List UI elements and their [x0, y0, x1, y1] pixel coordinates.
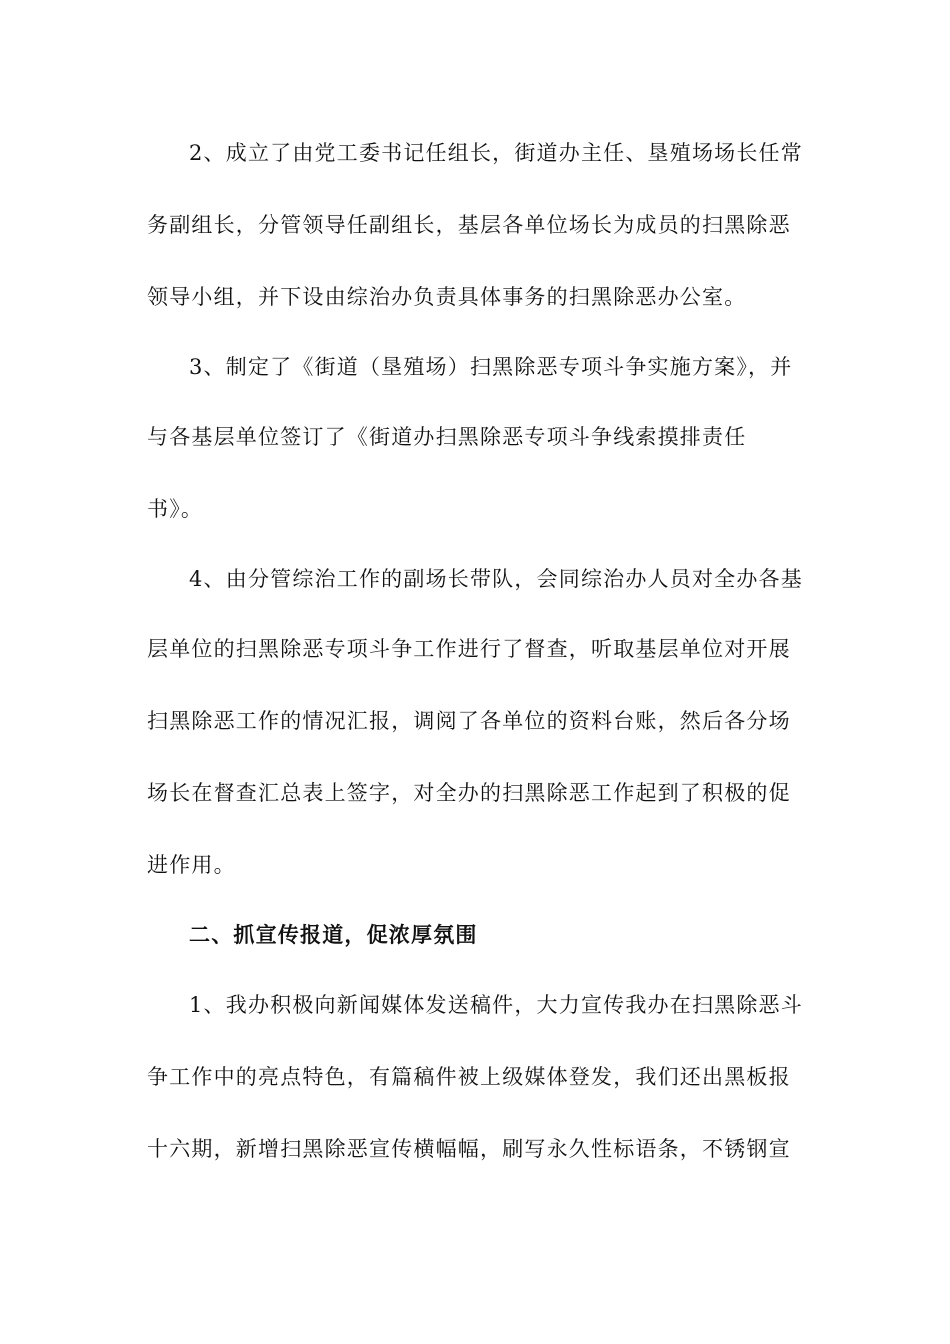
paragraph-3-line-1: 3、制定了《街道（垦殖场）扫黑除恶专项斗争实施方案》，并: [189, 355, 793, 379]
paragraph-2-line-2: 务副组长，分管领导任副组长，基层各单位场长为成员的扫黑除恶: [147, 213, 791, 237]
section-paragraph-1-line-1: 1、我办积极向新闻媒体发送稿件，大力宣传我办在扫黑除恶斗: [189, 993, 803, 1017]
paragraph-3-line-3: 书》。: [147, 497, 204, 521]
paragraph-4-line-5: 进作用。: [147, 853, 236, 877]
paragraph-4-line-4: 场长在督查汇总表上签字，对全办的扫黑除恶工作起到了积极的促: [147, 781, 791, 805]
paragraph-4-line-1: 4、由分管综治工作的副场长带队，会同综治办人员对全办各基: [189, 567, 803, 591]
paragraph-4-line-3: 扫黑除恶工作的情况汇报，调阅了各单位的资料台账，然后各分场: [147, 709, 791, 733]
paragraph-2-line-3: 领导小组，并下设由综治办负责具体事务的扫黑除恶办公室。: [147, 285, 747, 309]
paragraph-4-line-2: 层单位的扫黑除恶专项斗争工作进行了督查，听取基层单位对开展: [147, 637, 791, 661]
section-paragraph-1-line-3: 十六期，新增扫黑除恶宣传横幅幅，刷写永久性标语条，不锈钢宣: [147, 1137, 791, 1161]
paragraph-3-line-2: 与各基层单位签订了《街道办扫黑除恶专项斗争线索摸排责任: [147, 425, 747, 449]
section-heading: 二、抓宣传报道，促浓厚氛围: [189, 922, 478, 947]
section-paragraph-1-line-2: 争工作中的亮点特色，有篇稿件被上级媒体登发，我们还出黑板报: [147, 1065, 791, 1089]
paragraph-2-line-1: 2、成立了由党工委书记任组长，街道办主任、垦殖场场长任常: [189, 141, 803, 165]
